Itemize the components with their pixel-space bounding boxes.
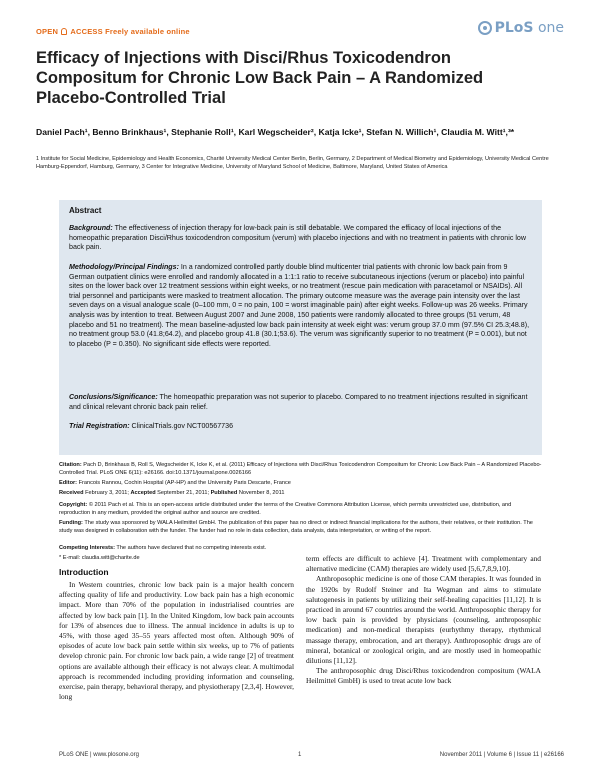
footer-issue: November 2011 | Volume 6 | Issue 11 | e26166 — [439, 752, 564, 758]
abstract-background: Background: The effectiveness of injection therapy for low-back pain is still debatable. We compared the efficacy of local injections of the homeopathic preparation Disci/Rhus toxicodendron compositum (verum) with placebo injections and with no treatment in patients with chronic low back pain. — [69, 224, 526, 252]
email[interactable]: * E-mail: claudia.witt@charite.de — [59, 555, 140, 561]
abstract-heading: Abstract — [69, 206, 102, 215]
open-lock-icon — [61, 28, 67, 35]
abstract-registration: Trial Registration: ClinicalTrials.gov NCT00567736 — [69, 422, 234, 430]
open-access-suffix: ACCESS Freely available online — [70, 27, 190, 36]
intro-paragraph: The anthroposophic drug Disci/Rhus toxicodendron compositum (WALA Heilmittel GmbH) is used to treat acute low back — [306, 666, 541, 686]
dates: Received February 3, 2011; Accepted September 21, 2011; Published November 8, 2011 — [59, 490, 285, 496]
plos-logo-icon — [478, 21, 492, 35]
intro-right-column — [306, 554, 541, 687]
competing-interests: Competing Interests: The authors have declared that no competing interests exist. — [59, 545, 267, 551]
copyright: Copyright: © 2011 Pach et al. This is an open-access article distributed under the terms of the Creative Commons Attribution License, which permits unrestricted use, distribution, and reproduction in any medium, provided the original author and source are credited. — [59, 502, 512, 516]
abstract-box — [59, 200, 542, 455]
abstract-conclusions: Conclusions/Significance: The homeopathic preparation was not superior to placebo. Compared to no treatment injections resulted in significant and clinical relevant chronic back pain relief. — [69, 393, 528, 411]
intro-paragraph: term effects are difficult to achieve [4]. Treatment with complementary and alternative medicine (CAM) therapies are widely used [5,6,7,8,9,10]. — [306, 554, 541, 574]
introduction-heading: Introduction — [59, 567, 109, 577]
open-access-prefix: OPEN — [36, 27, 59, 36]
footer-journal[interactable]: PLoS ONE | www.plosone.org — [59, 752, 139, 758]
affiliations: 1 Institute for Social Medicine, Epidemiology and Health Economics, Charité University Medical Center Berlin, Berlin, Germany, 2 Department of Medical Biometry and Epidemiology, University Medical Centre Hamburg-Eppendorf, Hamburg, Germany, 3 Center for Integrative Medicine, University of Maryland School of Medicine, Baltimore, Maryland, United States of America — [36, 156, 549, 171]
footer-page-number: 1 — [298, 752, 302, 758]
author-list: Daniel Pach¹, Benno Brinkhaus¹, Stephanie Roll¹, Karl Wegscheider², Katja Icke¹, Stefan N. Willich¹, Claudia M. Witt¹,³* — [36, 127, 515, 137]
journal-logo[interactable] — [478, 20, 564, 36]
intro-paragraph: Anthroposophic medicine is one of those CAM therapies. It was founded in the 1920s by Rudolf Steiner and Ita Wegman and aims to stimulate salutogenesis in patients by utilizing their self-healing capacities [11,12]. It is practiced in around 67 countries around the world. Anthroposophic therapy for low back pain is provided by physicians (counseling, anthroposophic medication) and non-medical therapists (eurhythmy therapy, rhythmical massage therapy, embrocation, and art therapy). Anthroposophic drugs are of mineral, botanical or zoological origin, and are mostly used in homeopathic dilutions [11,12]. — [306, 574, 541, 666]
journal-logo-text: PLoS one — [494, 20, 564, 36]
abstract-methods: Methodology/Principal Findings: In a randomized controlled partly double blind multicenter trial patients with chronic low back pain from 9 German outpatient clinics were enrolled and randomly allocated in a 1:1:1 ratio to receive subcutaneous injections (verum or placebo) into painful sites on the lower back over 12 treatment sessions within eight weeks, or no treatment (rescue pain medication with paracetamol or NSAIDs). All trial personnel and participants were masked to treatment allocation. The primary outcome measure was the average pain intensity over the last seven days on a visual analogue scale (0–100 mm, 0 = no pain, 100 = worst imaginable pain) after eight weeks. Follow-up was 26 weeks. Primary analysis was by intention to treat. Between August 2007 and June 2008, 150 patients were randomly allocated to three groups (51 verum, 48 placebo and 51 no treatment). The mean baseline-adjusted low back pain intensity at week eight was: verum group 37.0 mm (97.5% CI 25.3;48.8), no treatment group 53.0 (41.8;64.2), and placebo group 41.8 (30.1;53.6). The verum was significantly superior to no treatment (P = 0.001), but not to placebo (P = 0.350). No significant side effects were reported. — [69, 263, 530, 348]
article-title: Efficacy of Injections with Disci/Rhus Toxicodendron Compositum for Chronic Low Back Pain – A Randomized Placebo-Controlled Trial — [36, 49, 484, 107]
funding: Funding: The study was sponsored by WALA Heilmittel GmbH. The publication of this paper has no direct or indirect financial implications for the authors, their relatives, or their institution. The study was designed in collaboration with the funder. The funder had no role in data collection, data analysis, data interpretation, or writing of the report. — [59, 520, 533, 534]
editor: Editor: Francois Rannou, Cochin Hospital (AP-HP) and the University Paris Descarte, France — [59, 480, 291, 486]
open-access-banner — [36, 27, 190, 36]
intro-paragraph: In Western countries, chronic low back pain is a major health concern affecting quality of life and productivity. Low back pain has a high economic impact. More than 70% of the population in industrialised countries are affected by low back pain [1]. In the United Kingdom, low back pain accounts for 13% of absences due to illness. The annual incidence in adults is up to 45%, with those aged 35–55 years affected most often. Although 90% of episodes of acute low back pain settle within six weeks, up to 7% of patients develop chronic pain. For chronic low back pain, a wide range [2] of treatment options are available although their efficacy is not always clear. A multimodal approach is recommended including providing information and counseling, exercise, pain therapy, behavioral therapy, and physiotherapy [2,3,4]. However, long — [59, 580, 294, 702]
intro-left-column — [59, 580, 294, 702]
citation: Citation: Pach D, Brinkhaus B, Roll S, Wegscheider K, Icke K, et al. (2011) Efficacy of Injections with Disci/Rhus Toxicodendron Compositum for Chronic Low Back Pain – A Randomized Placebo-Controlled Trial. PLoS ONE 6(11): e26166. doi:10.1371/journal.pone.0026166 — [59, 462, 542, 476]
